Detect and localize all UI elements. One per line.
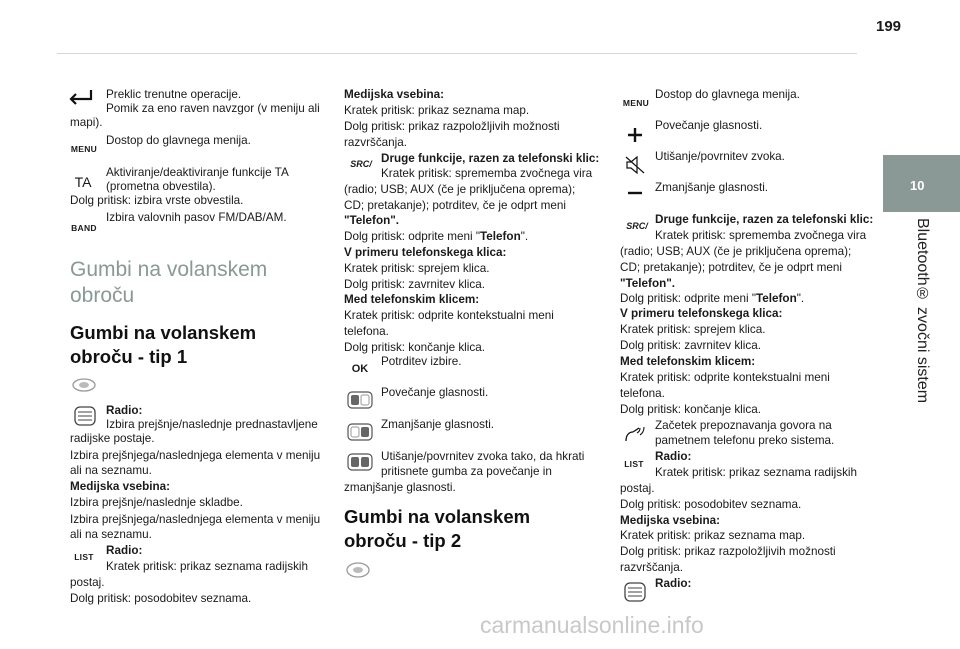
media-heading-2: Medijska vsebina: bbox=[344, 88, 445, 101]
src-text-10: Med telefonskim klicem: bbox=[344, 293, 480, 306]
mute-speaker-icon bbox=[622, 154, 648, 176]
voice-text-1: Začetek prepoznavanja govora na bbox=[655, 419, 832, 432]
subsection-title-type2-1: Gumbi na volanskem bbox=[344, 506, 531, 527]
src2-text-3: (radio; USB; AUX (če je priključena oprema); bbox=[620, 245, 852, 258]
watermark: carmanualsonline.info bbox=[480, 612, 704, 638]
src-heading: Druge funkcije, razen za telefonski klic: bbox=[381, 152, 600, 165]
src-text-13: Dolg pritisk: končanje klica. bbox=[344, 341, 485, 354]
vol-up-text-2: Povečanje glasnosti. bbox=[655, 119, 763, 132]
mute-text-3: zmanjšanje glasnosti. bbox=[344, 481, 456, 494]
list2-radio-heading: Radio: bbox=[655, 450, 692, 463]
steering-wheel-buttons-icon bbox=[70, 376, 98, 394]
steering-wheel-buttons-icon-2 bbox=[344, 560, 372, 580]
list-icon: LIST bbox=[74, 552, 94, 562]
src2-text-5: "Telefon". bbox=[620, 277, 676, 290]
ok-icon: OK bbox=[351, 363, 369, 375]
list-icon-2: LIST bbox=[624, 459, 644, 469]
page-number: 199 bbox=[876, 18, 902, 35]
section-title-1: Gumbi na volanskem bbox=[70, 258, 268, 281]
mute-buttons-icon bbox=[344, 450, 376, 474]
subsection-title-type2-2: obroču - tip 2 bbox=[344, 530, 462, 551]
undo-text-1: Preklic trenutne operacije. bbox=[106, 88, 242, 101]
media-text-8: Izbira prejšnjega/naslednjega elementa v meniju bbox=[70, 513, 321, 526]
src2-text-12: telefona. bbox=[620, 387, 665, 400]
chapter-number: 10 bbox=[910, 178, 925, 193]
menu-text-2: Dostop do glavnega menija. bbox=[655, 88, 800, 101]
src-text-12: telefona. bbox=[344, 325, 389, 338]
radio-heading: Radio: bbox=[106, 404, 143, 417]
undo-text-2: Pomik za eno raven navzgor (v meniju ali bbox=[106, 102, 320, 115]
src2-text-11: Kratek pritisk: odprite kontekstualni meni bbox=[620, 371, 830, 384]
ok-text: Potrditev izbire. bbox=[381, 355, 462, 368]
ta-text-2: (prometna obvestila). bbox=[106, 180, 216, 193]
undo-arrow-icon bbox=[66, 86, 96, 108]
list2-text-6: Kratek pritisk: prikaz seznama map. bbox=[620, 529, 806, 542]
src-heading-2: Druge funkcije, razen za telefonski klic: bbox=[655, 213, 874, 226]
scroll-wheel-icon bbox=[72, 404, 98, 428]
radio-text-3: radijske postaje. bbox=[70, 432, 155, 445]
src-icon-2: SRC / bbox=[626, 221, 648, 231]
list-text-4: Dolg pritisk: posodobitev seznama. bbox=[70, 592, 252, 605]
header-rule bbox=[57, 53, 857, 54]
menu-icon: MENU bbox=[70, 144, 98, 154]
list2-media-heading: Medijska vsebina: bbox=[620, 514, 721, 527]
ta-text-3: Dolg pritisk: izbira vrste obvestila. bbox=[70, 194, 244, 207]
vol-down-text-2: Zmanjšanje glasnosti. bbox=[655, 181, 769, 194]
src-text-6: Dolg pritisk: odprite meni "Telefon". bbox=[344, 230, 529, 243]
menu-icon-2: MENU bbox=[622, 98, 650, 108]
list-text-3: postaj. bbox=[70, 576, 105, 589]
src-text-5: "Telefon". bbox=[344, 214, 400, 227]
chapter-label: Bluetooth® zvočni sistem bbox=[914, 218, 931, 404]
voice-text-2: pametnem telefonu preko sistema. bbox=[655, 434, 835, 447]
ta-icon: TA bbox=[74, 174, 92, 190]
src2-text-7: V primeru telefonskega klica: bbox=[620, 307, 783, 320]
vol-down-text: Zmanjšanje glasnosti. bbox=[381, 418, 495, 431]
src2-text-6: Dolg pritisk: odprite meni "Telefon". bbox=[620, 292, 805, 305]
radio-heading-3: Radio: bbox=[655, 577, 692, 590]
list-text-2: Kratek pritisk: prikaz seznama radijskih bbox=[106, 560, 309, 573]
subsection-title-type1-1: Gumbi na volanskem bbox=[70, 322, 257, 343]
radio-text-4: Izbira prejšnjega/naslednjega elementa v meniju bbox=[70, 449, 321, 462]
src2-text-8: Kratek pritisk: sprejem klica. bbox=[620, 323, 766, 336]
radio-text-5: ali na seznamu. bbox=[70, 464, 152, 477]
list2-text-3: postaj. bbox=[620, 482, 655, 495]
vol-up-text: Povečanje glasnosti. bbox=[381, 386, 489, 399]
subsection-title-type1-2: obroču - tip 1 bbox=[70, 346, 188, 367]
media-heading: Medijska vsebina: bbox=[70, 480, 171, 493]
src2-text-10: Med telefonskim klicem: bbox=[620, 355, 756, 368]
mute-text-1: Utišanje/povrnitev zvoka tako, da hkrati bbox=[381, 450, 585, 463]
src-text-2: Kratek pritisk: sprememba zvočnega vira bbox=[381, 167, 593, 180]
scroll-wheel-icon-2 bbox=[620, 579, 650, 605]
src2-text-2: Kratek pritisk: sprememba zvočnega vira bbox=[655, 229, 867, 242]
src-text-8: Kratek pritisk: sprejem klica. bbox=[344, 262, 490, 275]
undo-text-3: mapi). bbox=[70, 116, 103, 129]
src-text-9: Dolg pritisk: zavrnitev klica. bbox=[344, 278, 485, 291]
band-text: Izbira valovnih pasov FM/DAB/AM. bbox=[106, 211, 287, 224]
media-text-9: ali na seznamu. bbox=[70, 528, 152, 541]
mute-text: Utišanje/povrnitev zvoka. bbox=[655, 150, 785, 163]
mute-text-2: pritisnete gumba za povečanje in bbox=[381, 465, 552, 478]
src2-text-13: Dolg pritisk: končanje klica. bbox=[620, 403, 761, 416]
src-text-7: V primeru telefonskega klica: bbox=[344, 246, 507, 259]
list2-text-8: razvrščanja. bbox=[620, 561, 684, 574]
volume-up-button-icon bbox=[344, 388, 376, 412]
band-icon: BAND bbox=[71, 223, 97, 233]
plus-icon bbox=[624, 124, 646, 146]
ta-text-1: Aktiviranje/deaktiviranje funkcije TA bbox=[106, 166, 289, 179]
list-radio-heading: Radio: bbox=[106, 544, 143, 557]
media-text-7: Izbira prejšnje/naslednje skladbe. bbox=[70, 496, 243, 509]
src-icon: SRC / bbox=[350, 159, 372, 169]
minus-icon bbox=[624, 186, 646, 200]
media-text-2: Kratek pritisk: prikaz seznama map. bbox=[344, 104, 530, 117]
src-text-11: Kratek pritisk: odprite kontekstualni meni bbox=[344, 309, 554, 322]
list2-text-7: Dolg pritisk: prikaz razpoložljivih možnosti bbox=[620, 545, 836, 558]
src-text-3: (radio; USB; AUX (če je priključena oprema); bbox=[344, 183, 576, 196]
src2-text-4: CD; pretakanje); potrditev, če je odprt meni bbox=[620, 261, 842, 274]
section-title-2: obroču bbox=[70, 284, 135, 307]
voice-recognition-icon bbox=[620, 422, 650, 446]
src-text-4: CD; pretakanje); potrditev, če je odprt meni bbox=[344, 199, 566, 212]
list2-text-2: Kratek pritisk: prikaz seznama radijskih bbox=[655, 466, 858, 479]
media-text-3: Dolg pritisk: prikaz razpoložljivih možnosti bbox=[344, 120, 560, 133]
list2-text-4: Dolg pritisk: posodobitev seznama. bbox=[620, 498, 802, 511]
volume-down-button-icon bbox=[344, 420, 376, 444]
media-text-4: razvrščanja. bbox=[344, 136, 408, 149]
menu-text: Dostop do glavnega menija. bbox=[106, 134, 251, 147]
src2-text-9: Dolg pritisk: zavrnitev klica. bbox=[620, 339, 761, 352]
radio-text-2: Izbira prejšnje/naslednje prednastavljene bbox=[106, 418, 318, 431]
